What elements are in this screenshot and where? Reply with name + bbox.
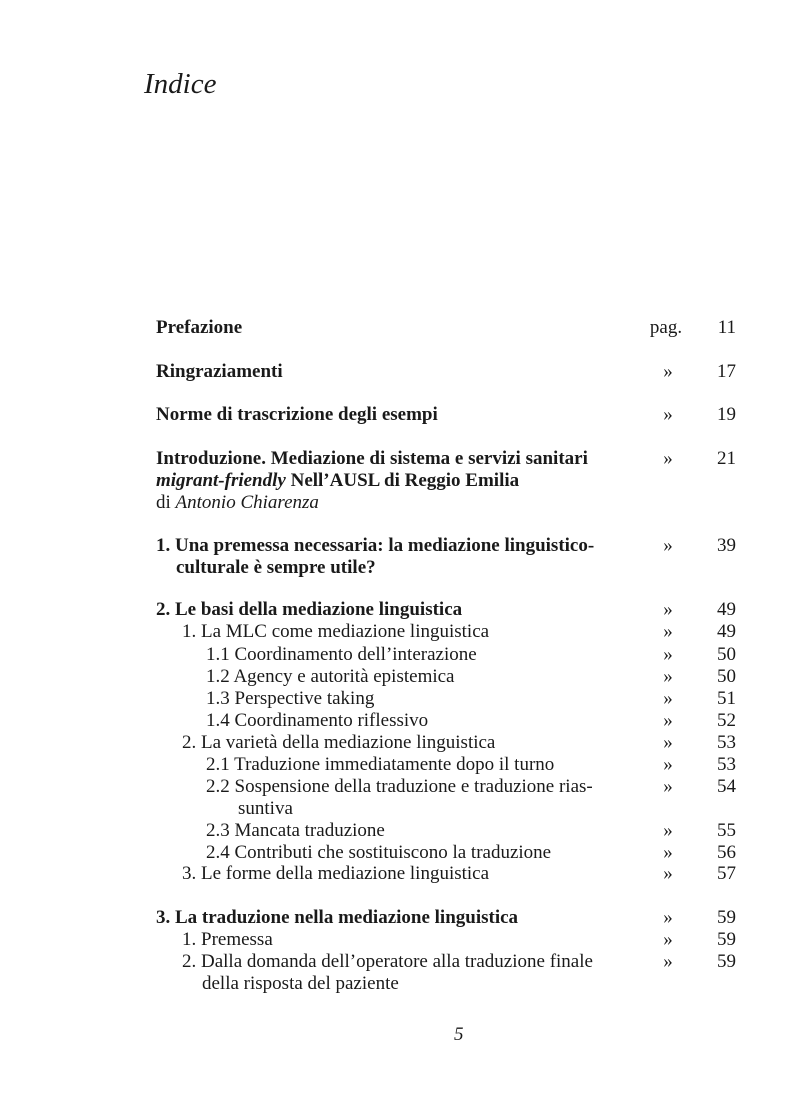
page-number: 17 xyxy=(717,361,736,382)
ditto-mark: » xyxy=(663,754,673,775)
page-number: 50 xyxy=(717,666,736,687)
toc-subsection: 1.4 Coordinamento riflessivo xyxy=(206,710,429,731)
author-prefix: di xyxy=(156,492,176,513)
toc-section: 2. La varietà della mediazione linguistica xyxy=(182,732,496,753)
page-number: 59 xyxy=(717,907,736,928)
page-number: 54 xyxy=(717,776,736,797)
toc-subsection-line2: suntiva xyxy=(238,798,293,819)
author-name: Antonio Chiarenza xyxy=(175,492,319,513)
page-number: 57 xyxy=(717,863,736,884)
toc-entry-author xyxy=(156,492,319,514)
ditto-mark: » xyxy=(663,535,673,556)
toc-entry-introduzione-line2 xyxy=(156,470,519,492)
ditto-mark: » xyxy=(663,776,673,797)
toc-subsection: 1.1 Coordinamento dell’interazione xyxy=(206,644,477,665)
ditto-mark: » xyxy=(663,732,673,753)
toc-chapter-1-line2: culturale è sempre utile? xyxy=(176,557,376,578)
toc-subsection: 2.4 Contributi che sostituiscono la traduzione xyxy=(206,842,552,863)
toc-entry-introduzione: Introduzione. Mediazione di sistema e servizi sanitari xyxy=(156,448,588,469)
toc-subsection: 2.1 Traduzione immediatamente dopo il turno xyxy=(206,754,555,775)
page-number: 49 xyxy=(717,621,736,642)
toc-subsection: 1.2 Agency e autorità epistemica xyxy=(206,666,455,687)
entry-text: Nell’AUSL di Reggio Emilia xyxy=(285,470,520,491)
page-number: 59 xyxy=(717,929,736,950)
toc-entry-prefazione: Prefazione xyxy=(156,317,243,338)
ditto-mark: » xyxy=(663,820,673,841)
ditto-mark: » xyxy=(663,842,673,863)
ditto-mark: » xyxy=(663,621,673,642)
page-number: 55 xyxy=(717,820,736,841)
page-number: 59 xyxy=(717,951,736,972)
ditto-mark: » xyxy=(663,863,673,884)
toc-entry-ringraziamenti: Ringraziamenti xyxy=(156,361,283,382)
page-label: pag. xyxy=(649,317,683,338)
page-number: 11 xyxy=(717,317,736,338)
page-number: 50 xyxy=(717,644,736,665)
page-number: 49 xyxy=(717,599,736,620)
ditto-mark: » xyxy=(663,710,673,731)
page-number: 21 xyxy=(717,448,736,469)
ditto-mark: » xyxy=(663,404,673,425)
ditto-mark: » xyxy=(663,599,673,620)
toc-chapter-3: 3. La traduzione nella mediazione linguistica xyxy=(156,907,519,928)
page-number: 56 xyxy=(717,842,736,863)
ditto-mark: » xyxy=(663,666,673,687)
toc-subsection: 2.3 Mancata traduzione xyxy=(206,820,385,841)
page-title: Indice xyxy=(144,68,217,100)
toc-chapter-1: 1. Una premessa necessaria: la mediazione linguistico- xyxy=(156,535,595,556)
toc-chapter-2: 2. Le basi della mediazione linguistica xyxy=(156,599,463,620)
page-number: 52 xyxy=(717,710,736,731)
page-number: 53 xyxy=(717,732,736,753)
page-number: 19 xyxy=(717,404,736,425)
ditto-mark: » xyxy=(663,951,673,972)
toc-subsection: 2.2 Sospensione della traduzione e traduzione rias- xyxy=(206,776,593,797)
toc-section: 1. Premessa xyxy=(182,929,273,950)
toc-section: 2. Dalla domanda dell’operatore alla traduzione finale xyxy=(182,951,593,972)
ditto-mark: » xyxy=(663,929,673,950)
toc-section-line2: della risposta del paziente xyxy=(202,973,399,994)
page-number: 51 xyxy=(717,688,736,709)
toc-section: 1. La MLC come mediazione linguistica xyxy=(182,621,490,642)
toc-section: 3. Le forme della mediazione linguistica xyxy=(182,863,490,884)
toc-subsection: 1.3 Perspective taking xyxy=(206,688,375,709)
page-number: 39 xyxy=(717,535,736,556)
toc-entry-norme: Norme di trascrizione degli esempi xyxy=(156,404,438,425)
ditto-mark: » xyxy=(663,448,673,469)
ditto-mark: » xyxy=(663,688,673,709)
emphasis-text: migrant-friendly xyxy=(156,470,286,491)
ditto-mark: » xyxy=(663,361,673,382)
ditto-mark: » xyxy=(663,644,673,665)
page-number: 53 xyxy=(717,754,736,775)
ditto-mark: » xyxy=(663,907,673,928)
page-folio: 5 xyxy=(454,1024,464,1045)
